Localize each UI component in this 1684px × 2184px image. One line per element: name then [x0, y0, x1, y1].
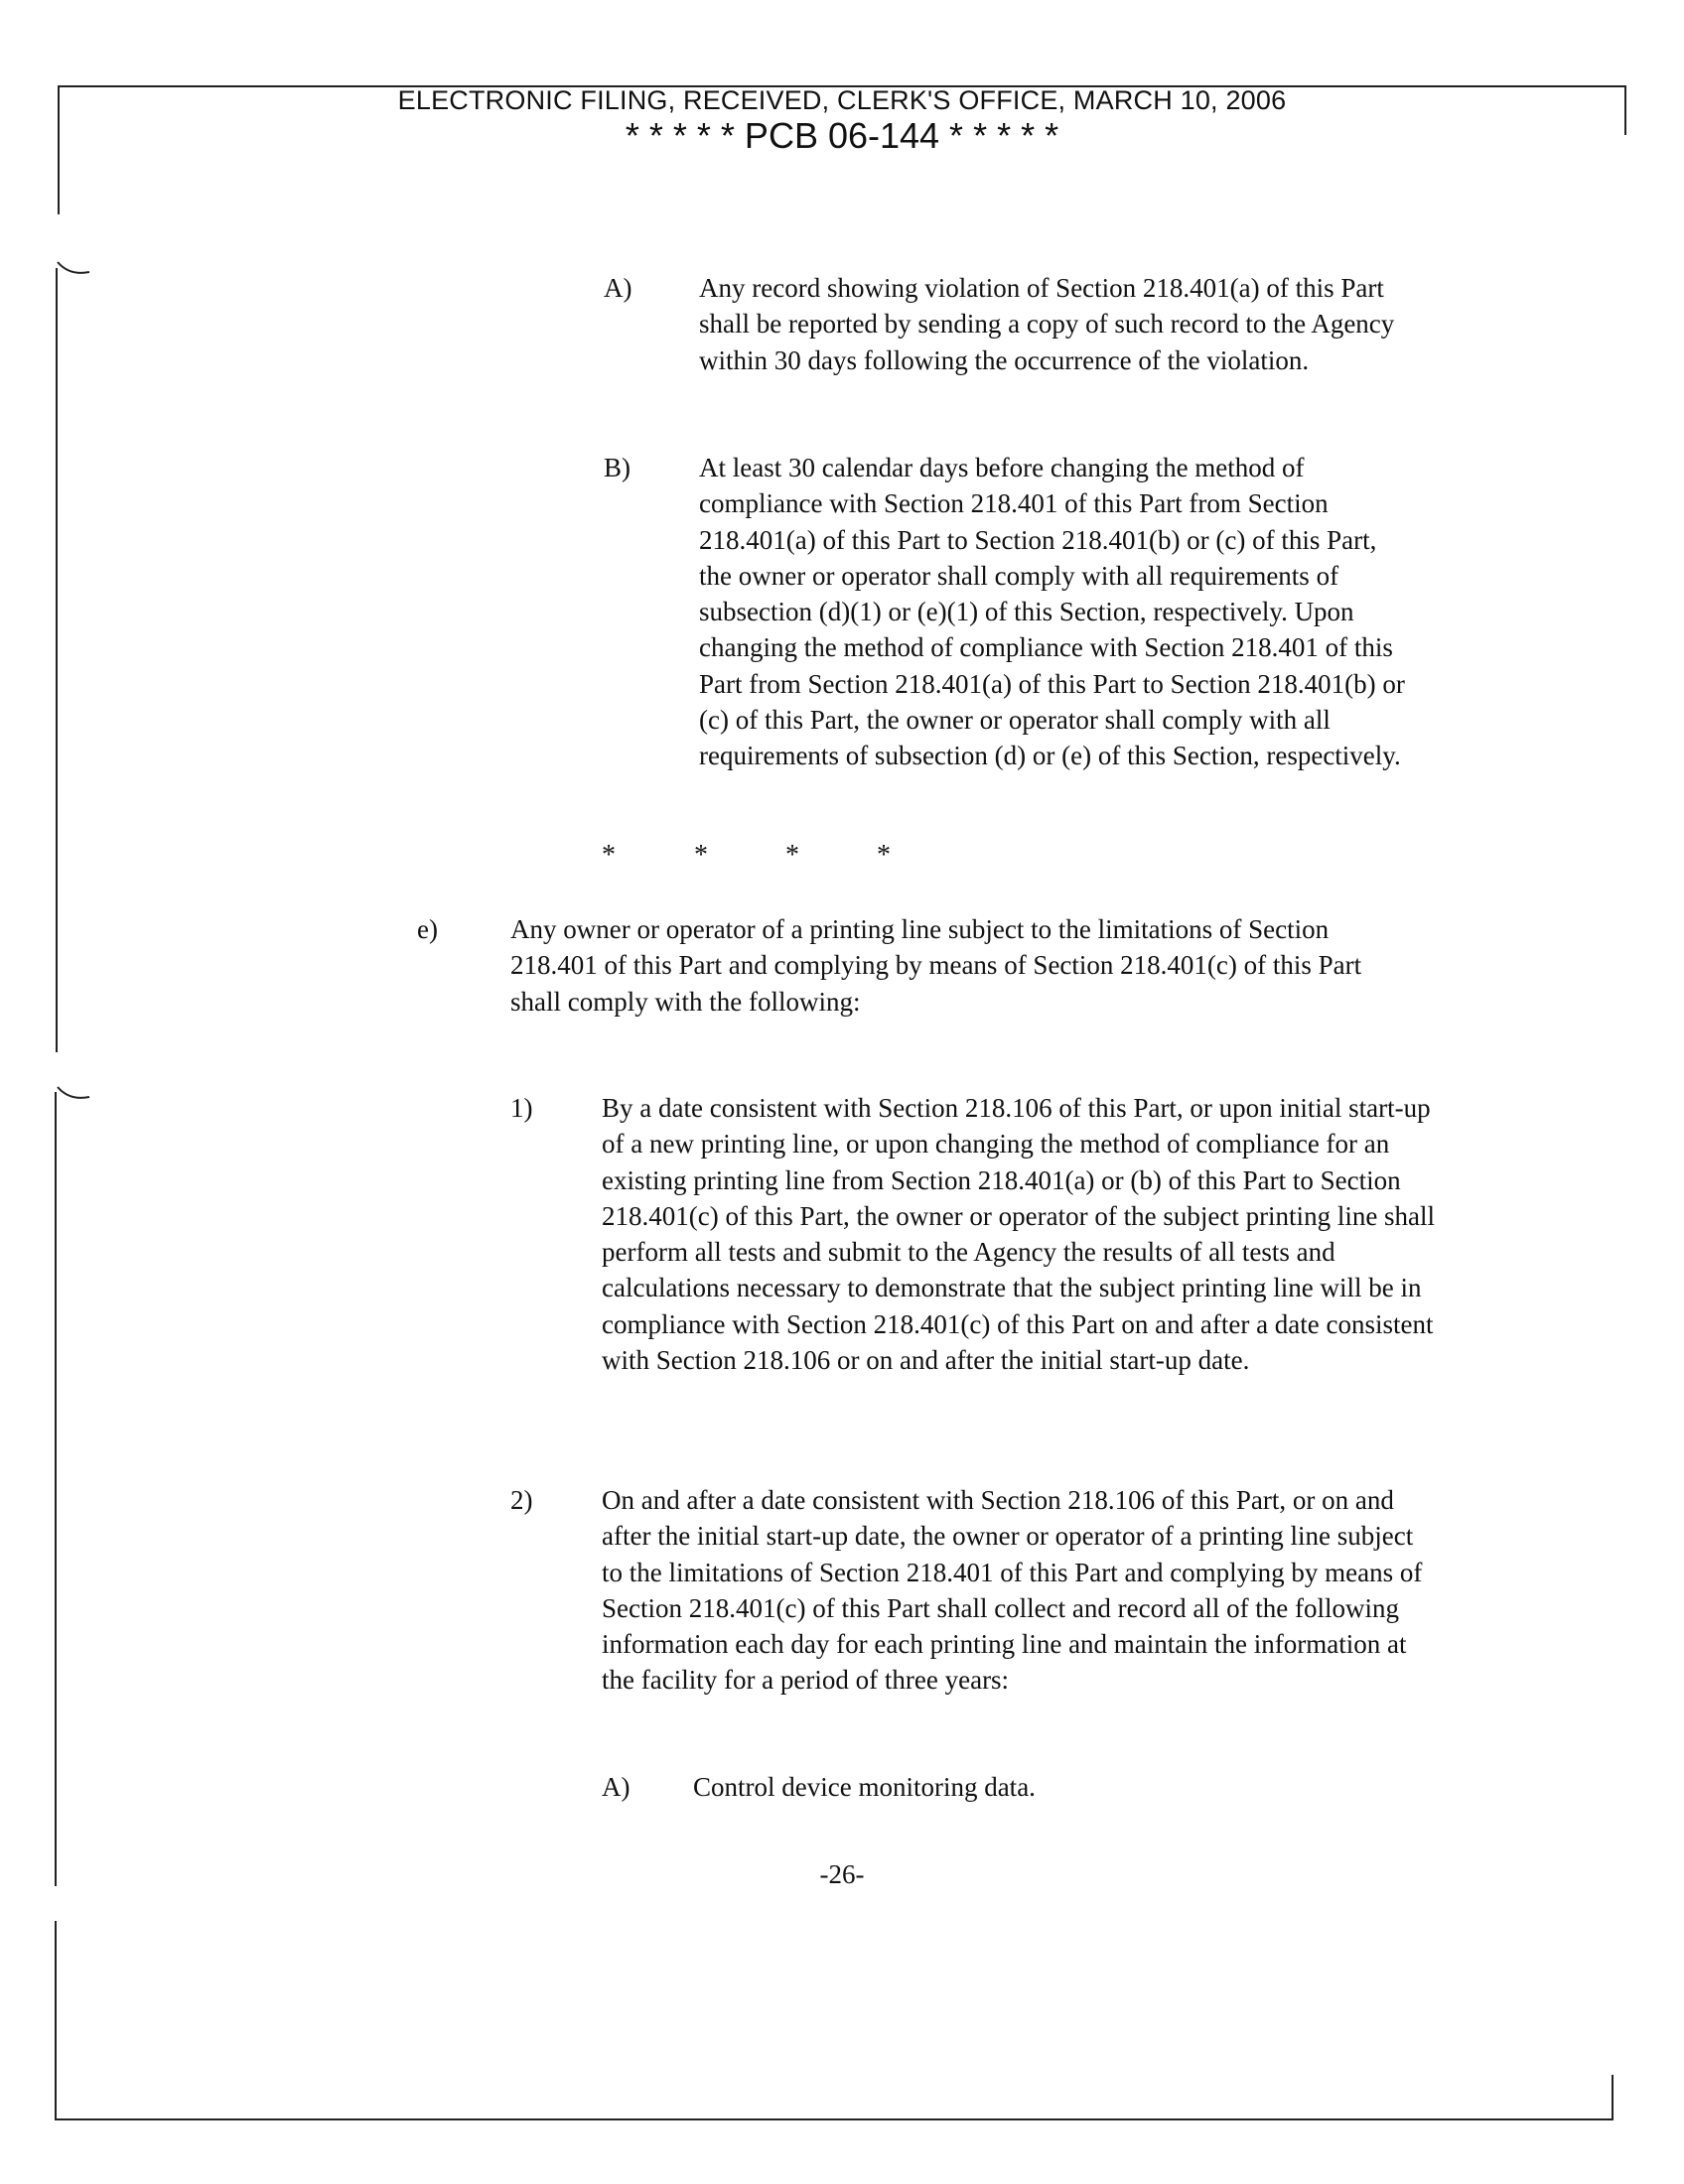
- separator-star: *: [785, 840, 799, 871]
- item-label: A): [604, 273, 632, 303]
- item-text: Any record showing violation of Section 218.401(a) of this Part shall be reported by sending a copy of such record to the Agency within 30 days following the occurrence of the violation.: [699, 273, 1395, 375]
- page-number: -26-: [819, 1859, 865, 1889]
- item-text: Any owner or operator of a printing line subject to the limitations of Section 218.401 of this Part and complying by means of Section 218.401(c) of this Part shall comply with the following:: [510, 914, 1362, 1017]
- frame-left-line: [56, 268, 58, 1052]
- separator-star: *: [694, 840, 708, 871]
- item-text: By a date consistent with Section 218.106 of this Part, or upon initial start-up of a new printing line, or upon changing the method of compliance for an existing printing line from Section 218.401(a) or (b) of this Part to Section 218.401(c) of this Part, the owner or operator of the subject printing line shall perform all tests and submit to the Agency the results of all tests and calculations necessary to demonstrate that the subject printing line will be in compliance with Section 218.401(c) of this Part on and after a date consistent with Section 218.106 or on and after the initial start-up date.: [602, 1093, 1436, 1376]
- item-text: Control device monitoring data.: [693, 1772, 1036, 1802]
- case-number-header: * * * * * PCB 06-144 * * * * *: [625, 115, 1059, 156]
- binding-mark-icon: [56, 260, 95, 280]
- item-label: 2): [510, 1485, 533, 1515]
- item-label: A): [602, 1772, 631, 1802]
- item-label: B): [604, 453, 631, 482]
- separator-star: *: [602, 840, 616, 871]
- frame-left-line: [55, 1092, 57, 1886]
- binding-mark-icon: [56, 1085, 95, 1105]
- item-text: On and after a date consistent with Section 218.106 of this Part, or on and after the initial start-up date, the owner or operator of a printing line subject to the limitations of Section 218.401 of this Part and complying by means of Section 218.401(c) of this Part shall collect and record all of the following information each day for each printing line and maintain the information at the facility for a period of three years:: [602, 1485, 1423, 1696]
- frame-left-line: [55, 1921, 57, 2119]
- frame-right-line: [1612, 2075, 1614, 2120]
- item-label: 1): [510, 1093, 533, 1123]
- filing-header: ELECTRONIC FILING, RECEIVED, CLERK'S OFFICE, MARCH 10, 2006: [397, 85, 1287, 115]
- item-label: e): [417, 914, 438, 944]
- frame-bottom-line: [55, 2118, 1614, 2120]
- item-text: At least 30 calendar days before changing the method of compliance with Section 218.401 of this Part from Section 218.401(a) of this Part to Section 218.401(b) or (c) of this Part, the owner or operator shall comply with all requirements of subsection (d)(1) or (e)(1) of this Section, respectively. Upon changing the method of compliance with Section 218.401 of this Part from Section 218.401(a) of this Part to Section 218.401(b) or (c) of this Part, the owner or operator shall comply with all requirements of subsection (d) or (e) of this Section, respectively.: [699, 453, 1405, 771]
- separator-star: *: [877, 840, 891, 871]
